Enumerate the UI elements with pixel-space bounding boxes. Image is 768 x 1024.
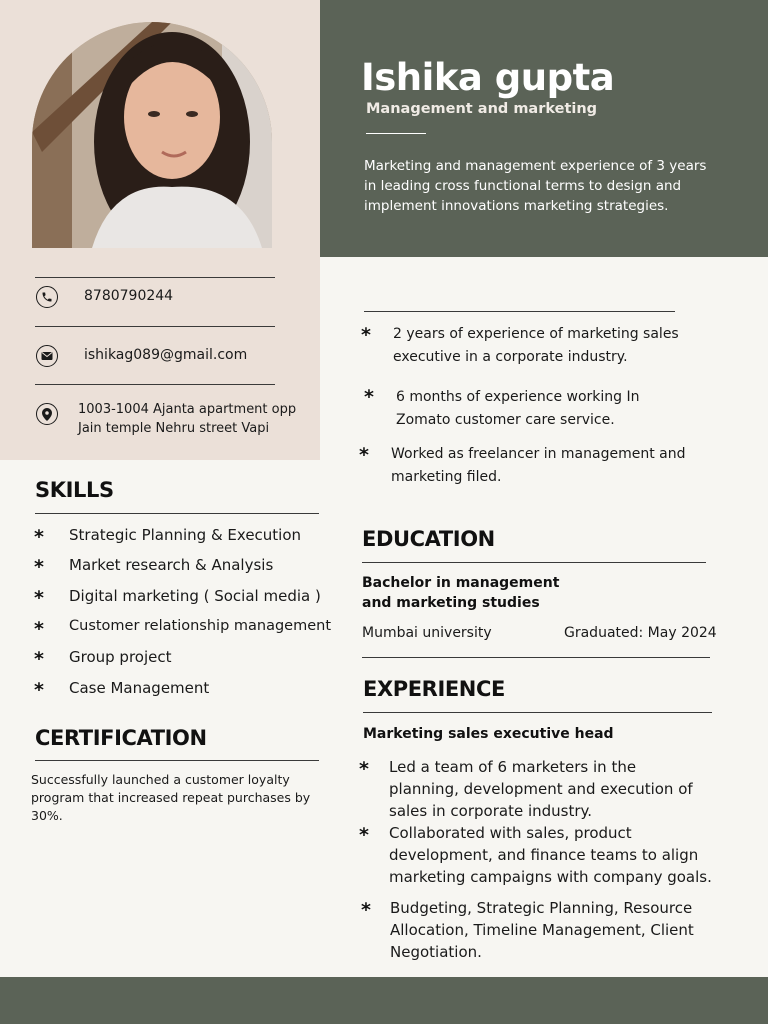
bullet-star: * [34,618,44,640]
experience-item: Collaborated with sales, product development, and finance teams to align marketing campaigns with company goals. [389,824,712,886]
job-title: Marketing sales executive head [363,726,614,742]
experience-item: Budgeting, Strategic Planning, Resource Allocation, Timeline Management, Client Negotiation. [390,899,694,961]
education-divider [362,562,706,563]
bullet-star: * [34,679,44,701]
address-line-2: Jain temple Nehru street Vapi [78,421,270,436]
candidate-name: Ishika gupta [361,56,615,99]
skill-item: Digital marketing ( Social media ) [69,587,321,605]
certification-text: Successfully launched a customer loyalty program that increased repeat purchases by 30%. [31,772,311,823]
skill-item: Customer relationship management [69,618,332,634]
bullet-star: * [359,444,369,466]
bullet-star: * [34,526,44,548]
highlight-item: Worked as freelancer in management and marketing filed. [391,446,686,485]
phone-number[interactable]: 8780790244 [84,288,174,304]
skills-title: SKILLS [35,478,114,502]
experience-divider [363,712,712,713]
skill-item: Case Management [69,679,210,697]
bullet-star: * [359,824,369,846]
degree-title: Bachelor in management and marketing studies [362,575,560,611]
contact-divider [35,384,275,385]
skill-item: Market research & Analysis [69,556,274,574]
education-bottom-divider [362,657,710,658]
email-icon [36,345,58,367]
skill-item: Group project [69,648,172,666]
skills-divider [35,513,319,514]
skill-item: Strategic Planning & Execution [69,526,302,544]
bullet-star: * [359,758,369,780]
highlight-item: 2 years of experience of marketing sales executive in a corporate industry. [393,326,679,365]
certification-divider [35,760,319,761]
address-line-1: 1003-1004 Ajanta apartment opp [78,402,297,417]
graduation-date: Graduated: May 2024 [564,625,717,641]
highlight-item: 6 months of experience working In Zomato customer care service. [396,389,640,428]
profile-photo [32,22,272,248]
bullet-star: * [361,899,371,921]
experience-title: EXPERIENCE [363,677,505,701]
address [78,400,296,438]
contact-divider [35,277,275,278]
bullet-star: * [34,556,44,578]
header-panel [320,0,768,257]
location-icon [36,403,58,425]
phone-icon [36,286,58,308]
highlights-divider [364,311,675,312]
bullet-star: * [364,386,374,408]
education-title: EDUCATION [362,527,495,551]
bullet-star: * [361,324,371,346]
candidate-role: Management and marketing [366,101,598,117]
header-divider [366,133,426,134]
bullet-star: * [34,648,44,670]
school-name: Mumbai university [362,625,492,641]
footer-bar [0,977,768,1024]
profile-summary: Marketing and management experience of 3 years in leading cross functional terms to design and implement innovations marketing strategies. [364,158,707,214]
email-address[interactable]: ishikag089@gmail.com [84,347,248,363]
experience-item: Led a team of 6 marketers in the planning, development and execution of sales in corporate industry. [389,758,693,820]
certification-title: CERTIFICATION [35,726,207,750]
bullet-star: * [34,587,44,609]
contact-divider [35,326,275,327]
